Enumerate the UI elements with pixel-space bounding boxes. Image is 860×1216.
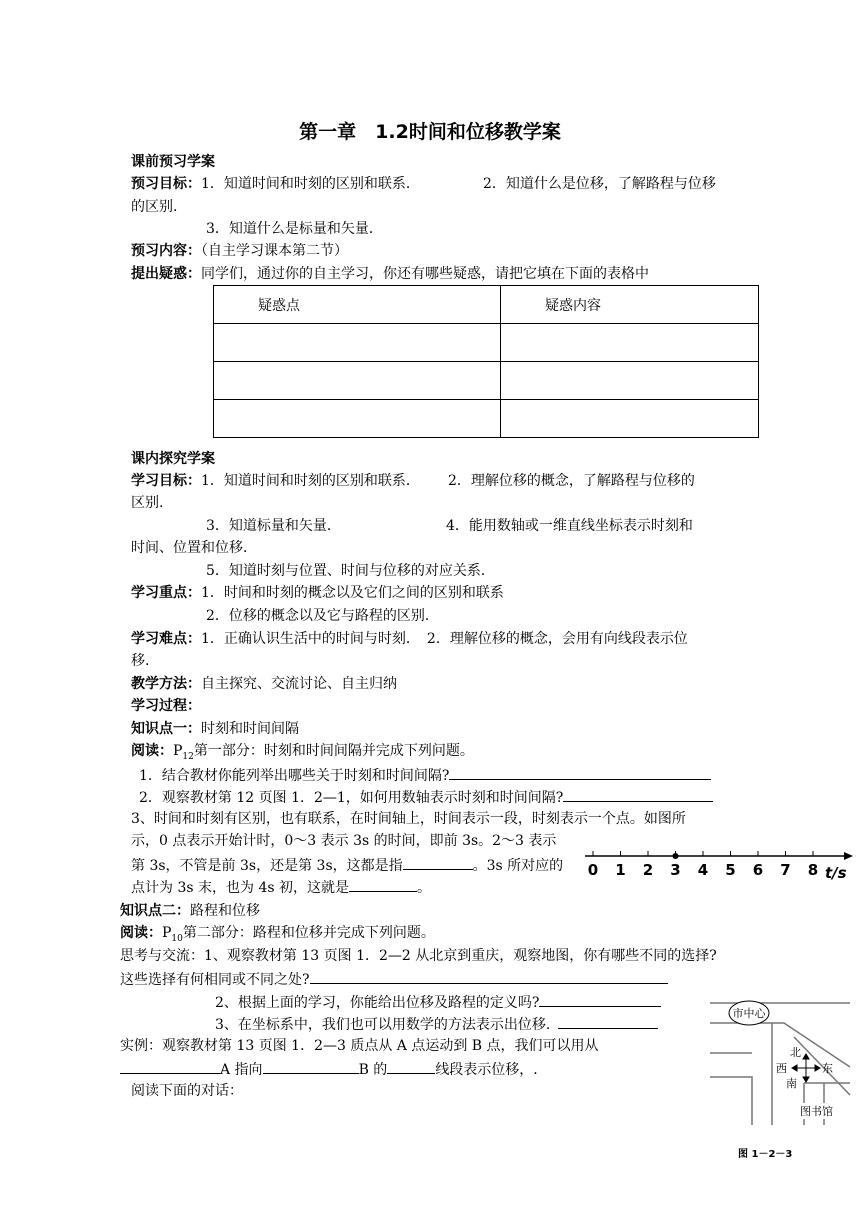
inclass-goal-3: 3．知道标量和矢量． — [206, 518, 341, 534]
method-line — [131, 675, 397, 693]
pre-content-label: 预习内容： — [131, 243, 201, 259]
inclass-goal-4b: 时间、位置和位移． — [131, 540, 257, 556]
key-label: 学习重点： — [131, 585, 201, 601]
k2-label: 知识点二： — [120, 903, 190, 919]
table-header-row — [214, 286, 759, 324]
pre-doubt-line — [131, 265, 649, 283]
process-heading: 学习过程： — [131, 698, 201, 714]
pre-goal-line — [131, 175, 420, 193]
k1-title: 时刻和时间间隔 — [201, 721, 299, 737]
axis-tick-label: 3 — [670, 861, 681, 879]
key-line — [131, 584, 504, 602]
k1-q3c — [131, 855, 563, 875]
k2-dialog: 阅读下面的对话： — [131, 1083, 243, 1099]
table-header-point: 疑惑点 — [214, 286, 501, 324]
axis-tick-label: 7 — [780, 861, 791, 879]
axis-tick-label: 8 — [807, 861, 819, 879]
answer-blank[interactable] — [449, 765, 711, 780]
k2-ex2a: A 指向 — [220, 1062, 263, 1078]
table-cell[interactable] — [214, 400, 501, 438]
k1-read-line — [131, 742, 474, 766]
answer-blank[interactable] — [263, 1059, 359, 1074]
k2-read-p: P — [162, 925, 172, 941]
answer-blank[interactable] — [387, 1059, 435, 1074]
axis-tick-label: 1 — [615, 861, 626, 879]
k1-q2 — [139, 787, 713, 807]
k1-line — [131, 720, 299, 738]
inclass-goal-label: 学习目标： — [131, 473, 201, 489]
k1-q3c-2: 。3s 所对应的 — [472, 858, 564, 874]
k2-t3-text: 3、在坐标系中，我们也可以用数学的方法表示出位移. — [215, 1017, 551, 1033]
time-axis — [585, 845, 855, 885]
k2-read-label: 阅读： — [120, 925, 162, 941]
method: 自主探究、交流讨论、自主归纳 — [201, 676, 397, 692]
k2-line — [120, 902, 260, 920]
map-center-label: 市中心 — [732, 1007, 766, 1020]
table-header-content: 疑惑内容 — [501, 286, 759, 324]
k2-t1: 思考与交流：1、观察教材第 13 页图 1．2—2 从北京到重庆，观察地图，你有哪些不同的选择? — [120, 948, 717, 964]
pre-goal-1: 1．知道时间和时刻的区别和联系． — [201, 176, 420, 192]
answer-blank[interactable] — [563, 787, 713, 802]
table-cell[interactable] — [501, 324, 759, 362]
pre-goal-label: 预习目标： — [131, 176, 201, 192]
k1-q3d-2: 。 — [416, 880, 431, 896]
map-figure — [704, 965, 856, 1165]
k2-read-sub: 10 — [171, 933, 183, 944]
k2-title: 路程和位移 — [190, 903, 260, 919]
pre-goal-3: 3．知道什么是标量和矢量． — [206, 221, 383, 237]
k1-read: 第一部分：时刻和时间间隔并完成下列问题。 — [193, 743, 474, 759]
inclass-goal-2b: 区别. — [131, 495, 164, 511]
pre-content-line — [131, 242, 348, 260]
axis-point-3 — [673, 853, 679, 859]
answer-blank[interactable] — [403, 855, 473, 870]
k1-q3a: 3、时间和时刻有区别，也有联系，在时间轴上，时间表示一段，时刻表示一个点。如图所 — [131, 811, 686, 827]
k1-read-label: 阅读： — [131, 743, 173, 759]
axis-tick-label: 4 — [697, 861, 709, 879]
k1-q3d — [131, 877, 431, 897]
pre-doubt: 同学们，通过你的自主学习，你还有哪些疑惑，请把它填在下面的表格中 — [201, 266, 649, 282]
k1-q3c-1: 第 3s，不管是前 3s，还是第 3s，这都是指 — [131, 858, 403, 874]
axis-arrow-icon — [844, 852, 853, 860]
k2-read-line — [120, 924, 435, 948]
pre-heading: 课前预习学案 — [131, 154, 215, 170]
k2-t2-text: 2、根据上面的学习，你能给出位移及路程的定义吗? — [215, 995, 540, 1011]
diff-a: 1．正确认识生活中的时间与时刻． 2．理解位移的概念，会用有向线段表示位 — [201, 631, 688, 647]
k2-t1b-text: 这些选择有何相同或不同之处? — [120, 972, 310, 988]
table-row — [214, 400, 759, 438]
diff-label: 学习难点： — [131, 631, 201, 647]
compass-north: 北 — [790, 1046, 801, 1059]
table-row — [214, 324, 759, 362]
compass-east: 东 — [822, 1062, 833, 1075]
compass-south: 南 — [786, 1077, 797, 1090]
inclass-goal-5: 5．知道时刻与位置、时间与位移的对应关系． — [206, 563, 495, 579]
k1-read-sub: 12 — [182, 751, 194, 762]
k2-read: 第二部分：路程和位移并完成下列问题。 — [182, 925, 435, 941]
table-row — [214, 362, 759, 400]
method-label: 教学方法： — [131, 676, 201, 692]
inclass-heading: 课内探究学案 — [131, 451, 215, 467]
answer-blank[interactable] — [349, 877, 417, 892]
diff-line — [131, 630, 688, 648]
answer-blank[interactable] — [539, 992, 661, 1007]
k1-q3b: 示，0 点表示开始计时，0～3 表示 3s 的时间，即前 3s。2～3 表示 — [131, 833, 557, 849]
answer-blank[interactable] — [558, 1014, 658, 1029]
table-cell[interactable] — [501, 362, 759, 400]
k2-t2 — [215, 992, 661, 1012]
map-caption: 图 1－2－3 — [738, 1149, 793, 1160]
compass-west: 西 — [776, 1062, 787, 1075]
page-title: 第一章 1.2时间和位移教学案 — [299, 121, 561, 143]
axis-tick-label: 5 — [725, 861, 736, 879]
table-cell[interactable] — [214, 324, 501, 362]
k1-read-p: P — [173, 743, 183, 759]
map-library-label: 图书馆 — [800, 1105, 833, 1118]
k2-ex1: 实例：观察教材第 13 页图 1．2—3 质点从 A 点运动到 B 点，我们可以用从 — [120, 1038, 599, 1054]
table-cell[interactable] — [501, 400, 759, 438]
k2-ex2 — [120, 1059, 538, 1079]
k2-t3 — [215, 1014, 658, 1034]
axis-tick-label: 6 — [752, 861, 764, 879]
inclass-goal-1: 1．知道时间和时刻的区别和联系． — [201, 473, 420, 489]
axis-unit-label: t/s — [825, 864, 847, 882]
k2-t1b — [120, 969, 668, 989]
axis-tick-label: 0 — [587, 861, 599, 879]
answer-blank[interactable] — [120, 1059, 220, 1074]
k1-q2-text: 2．观察教材第 12 页图 1．2—1，如何用数轴表示时刻和时间间隔? — [139, 790, 564, 806]
k1-label: 知识点一： — [131, 721, 201, 737]
inclass-goal-2: 2．理解位移的概念，了解路程与位移的 — [448, 473, 695, 489]
answer-blank[interactable] — [310, 969, 668, 984]
table-cell[interactable] — [214, 362, 501, 400]
k1-q3d-1: 点计为 3s 末，也为 4s 初，这就是 — [131, 880, 349, 896]
pre-content: （自主学习课本第二节） — [201, 243, 348, 259]
k2-ex2b: B 的 — [358, 1062, 388, 1078]
key-1: 1．时间和时刻的概念以及它们之间的区别和联系 — [201, 585, 504, 601]
pre-goal-2: 2．知道什么是位移，了解路程与位移 — [483, 176, 716, 192]
axis-tick-label: 2 — [642, 861, 654, 879]
inclass-goal-4: 4．能用数轴或一维直线坐标表示时刻和 — [446, 518, 693, 534]
k2-ex2c: 线段表示位移，. — [435, 1062, 538, 1078]
k1-q1-text: 1．结合教材你能列举出哪些关于时刻和时间间隔? — [139, 768, 450, 784]
pre-doubt-label: 提出疑惑： — [131, 266, 201, 282]
doubt-table — [213, 285, 759, 438]
inclass-goal-line — [131, 472, 420, 490]
k1-q1 — [139, 765, 711, 785]
pre-goal-2b: 的区别. — [131, 199, 178, 215]
diff-b: 移. — [131, 653, 150, 669]
key-2: 2．位移的概念以及它与路程的区别． — [206, 608, 439, 624]
